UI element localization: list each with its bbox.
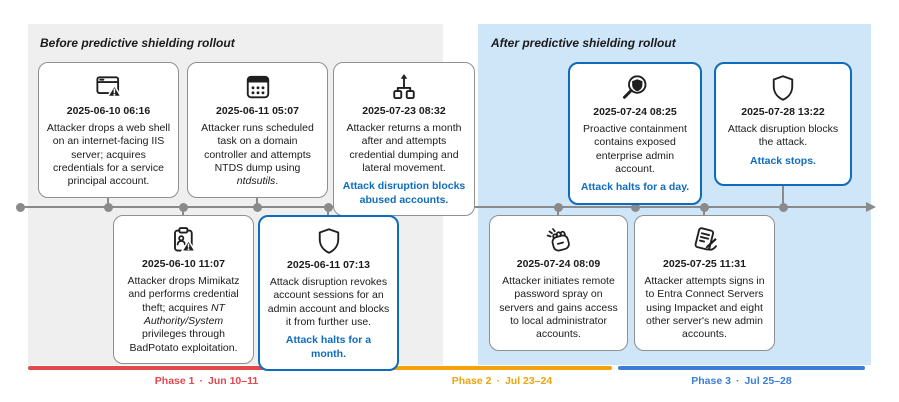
event-date: 2025-06-10 06:16	[66, 105, 151, 117]
body-text-italic: ntdsutils	[236, 175, 276, 188]
shield-icon	[267, 225, 390, 256]
event-date: 2025-06-10 11:07	[142, 258, 225, 270]
phase-separator: ·	[199, 375, 203, 387]
event-description	[341, 122, 467, 175]
event-description	[267, 276, 390, 329]
timeline-arrow-icon	[866, 202, 876, 212]
lateral-movement-icon	[341, 71, 467, 102]
event-card-webshell	[38, 62, 179, 198]
timeline-dot	[253, 203, 262, 212]
event-card-entra-signin	[634, 215, 775, 351]
phase-name: Phase 3	[691, 375, 731, 387]
phase-name: Phase 1	[154, 375, 195, 387]
body-text: Attacker runs scheduled task on a domain controller and attempts NTDS dump using	[201, 122, 314, 174]
body-text: Attack disruption revokes account sessions for an admin account and blocks it from further use.	[267, 276, 390, 328]
body-text: Attack disruption blocks the attack.	[727, 123, 839, 149]
shield-icon	[723, 72, 843, 103]
phase-separator: ·	[735, 375, 740, 387]
containment-search-icon	[577, 72, 693, 103]
timeline-dot	[700, 203, 709, 212]
event-card-mimikatz	[113, 215, 254, 364]
event-date: 2025-06-11 07:13	[287, 259, 370, 271]
event-description	[46, 122, 171, 189]
event-date: 2025-07-24 08:25	[593, 106, 677, 118]
body-text: Attacker returns a month after and attempts credential dumping and lateral movement.	[346, 122, 462, 174]
event-description	[642, 275, 767, 342]
scheduled-task-icon	[195, 71, 320, 102]
event-description	[723, 123, 843, 150]
event-card-ntds-dump	[187, 62, 328, 198]
timeline-dot	[324, 203, 333, 212]
event-card-password-spray	[489, 215, 628, 351]
event-date: 2025-07-28 13:22	[741, 106, 825, 118]
phase2-label	[392, 375, 612, 387]
event-date: 2025-06-11 05:07	[216, 105, 299, 117]
event-card-session-revoke	[258, 215, 399, 371]
body-text-italic: NT Authority/System	[143, 301, 225, 327]
event-card-proactive-containment	[568, 62, 702, 205]
event-highlight: Attack disruption blocks abused accounts.	[342, 180, 466, 206]
body-text: Attacker drops Mimikatz and performs credential theft; acquires	[127, 275, 240, 314]
event-card-return-attack	[333, 62, 475, 216]
event-date: 2025-07-23 08:32	[362, 105, 446, 117]
phase3-label	[618, 375, 865, 387]
event-description	[577, 123, 693, 176]
phase1-label	[28, 375, 385, 387]
body-text: Proactive containment contains exposed enterprise admin account.	[583, 123, 687, 175]
event-date: 2025-07-25 11:31	[663, 258, 746, 270]
event-highlight: Attack halts for a day.	[580, 181, 690, 194]
phase-dates: Jul 23–24	[504, 375, 553, 387]
timeline-dot	[554, 203, 563, 212]
browser-warning-icon	[46, 71, 171, 102]
phase-name: Phase 2	[451, 375, 492, 387]
phase-separator: ·	[496, 375, 500, 387]
before-section-title: Before predictive shielding rollout	[40, 36, 235, 50]
body-text: Attacker initiates remote password spray on servers and gains access to local administrator accounts.	[499, 275, 618, 341]
event-highlight: Attack halts for a month.	[285, 334, 372, 360]
body-text: Attacker attempts signs in to Entra Connect Servers using Impacket and eight other server's new admin accounts.	[644, 275, 765, 341]
event-description	[121, 275, 246, 355]
phase-dates: Jul 25–28	[744, 375, 792, 387]
body-text: .	[275, 175, 279, 188]
password-spray-icon	[497, 224, 620, 255]
credential-theft-icon	[121, 224, 246, 255]
phase2-bar	[392, 366, 612, 370]
signature-icon	[642, 224, 767, 255]
event-description	[195, 122, 320, 189]
event-date: 2025-07-24 08:09	[516, 258, 601, 270]
phase3-bar	[618, 366, 865, 370]
timeline-dot	[104, 203, 113, 212]
after-section-title: After predictive shielding rollout	[491, 36, 676, 50]
timeline-dot	[779, 203, 788, 212]
event-card-attack-blocked	[714, 62, 852, 186]
phase-dates: Jun 10–11	[208, 375, 259, 387]
body-text: privileges through BadPotato exploitation.	[129, 328, 238, 354]
event-description	[497, 275, 620, 342]
timeline-dot	[16, 203, 25, 212]
timeline-dot	[179, 203, 188, 212]
body-text: Attacker drops a web shell on an internet-facing IIS server; acquires credentials for a service principal account.	[46, 122, 171, 188]
event-highlight: Attack stops.	[750, 154, 816, 167]
